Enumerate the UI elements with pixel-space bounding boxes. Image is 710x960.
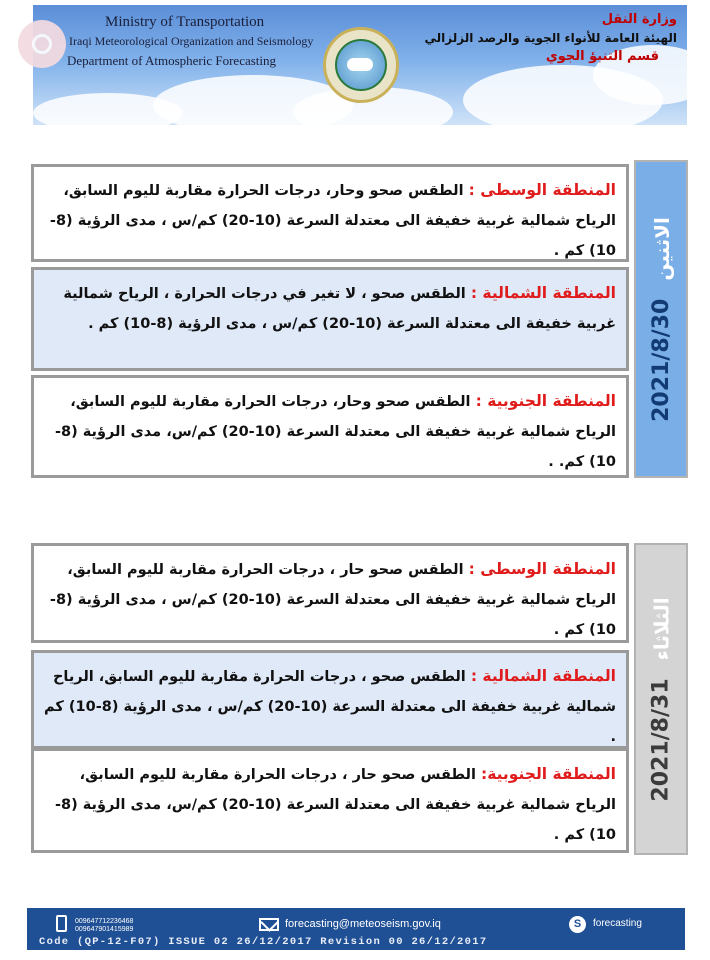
organization-name-arabic	[425, 11, 677, 67]
region-forecast-text: الطقس صحو حار ، درجات الحرارة مقاربة لليوم السابق، الرياح شمالية غربية خفيفة الى معتدلة السرعة (10-20) كم/س ، مدى الرؤية (8-10) كم .	[49, 562, 616, 638]
ministry-name-ar: وزارة النقل	[601, 12, 677, 27]
region-north-day2	[31, 650, 629, 749]
region-central-day2	[31, 543, 629, 643]
region-name: المنطقة الجنوبية:	[481, 765, 616, 783]
day-name: الثلاثاء	[649, 596, 674, 660]
skype-handle[interactable]: forecasting	[593, 918, 642, 929]
region-central-day1	[31, 164, 629, 262]
region-forecast-text: الطقس صحو وحار، درجات الحرارة مقاربة لليوم السابق، الرياح شمالية غربية خفيفة الى معتدلة السرعة (10-20) كم/س، مدى الرؤية (8-10) كم. .	[54, 394, 616, 470]
overlay-badge-icon[interactable]	[18, 20, 66, 68]
header-banner	[33, 5, 687, 125]
phone-number-2[interactable]: 009647901415989	[75, 926, 134, 933]
day-date: 2021/8/30	[648, 298, 674, 422]
region-forecast-text: الطقس صحو ، درجات الحرارة مقاربة لليوم السابق، الرياح شمالية غربية خفيفة الى معتدلة السرعة (10-20) كم/س ، مدى الرؤية (8-10) كم .	[44, 669, 616, 745]
department-name-en: Department of Atmospheric Forecasting	[67, 53, 277, 68]
organization-logo	[323, 27, 399, 103]
organization-name-english	[67, 13, 313, 70]
region-forecast-text: الطقس صحو حار ، درجات الحرارة مقاربة لليوم السابق، الرياح شمالية غربية خفيفة الى معتدلة السرعة (10-20) كم/س، مدى الرؤية (8-10) كم .	[54, 767, 616, 843]
day-forecast-1	[31, 160, 688, 478]
region-name: المنطقة الوسطى :	[468, 560, 616, 578]
day-date: 2021/8/31	[648, 677, 674, 802]
region-name: المنطقة الوسطى :	[468, 181, 616, 199]
skype-icon: S	[569, 916, 586, 933]
phone-icon	[56, 915, 67, 932]
department-name-ar: قسم التنبؤ الجوي	[545, 49, 659, 64]
region-name: المنطقة الشمالية :	[470, 667, 616, 685]
region-forecast-text: الطقس صحو ، لا تغير في درجات الحرارة ، الرياح شمالية غربية خفيفة الى معتدلة السرعة (10-20) كم/س ، مدى الرؤية (8-10) كم .	[63, 286, 616, 332]
day-name: الاثنين	[649, 216, 674, 281]
day-strip-1	[634, 160, 688, 478]
region-south-day2	[31, 748, 629, 853]
organization-name-ar: الهيئة العامة للأنواء الجوية والرصد الزلزالي	[424, 31, 677, 45]
document-code: Code (QP-12-F07) ISSUE 02 26/12/2017 Revision 00 26/12/2017	[39, 936, 488, 948]
region-north-day1	[31, 267, 629, 371]
day-forecast-2	[31, 543, 688, 855]
day-strip-2	[634, 543, 688, 855]
phone-number-1[interactable]: 009647712236468	[75, 918, 134, 925]
region-name: المنطقة الجنوبية :	[475, 392, 616, 410]
mail-icon	[259, 918, 279, 931]
organization-name-en: Iraqi Meteorological Organization and Seismology	[69, 34, 314, 48]
footer-bar	[27, 908, 685, 950]
ministry-name-en: Ministry of Transportation	[105, 14, 265, 30]
region-south-day1	[31, 375, 629, 478]
region-name: المنطقة الشمالية :	[470, 284, 616, 302]
region-forecast-text: الطقس صحو وحار، درجات الحرارة مقاربة لليوم السابق، الرياح شمالية غربية خفيفة الى معتدلة السرعة (10-20) كم/س ، مدى الرؤية (8-10) كم .	[49, 183, 616, 259]
phone-numbers	[75, 918, 133, 934]
email-link[interactable]: forecasting@meteoseism.gov.iq	[285, 918, 441, 930]
